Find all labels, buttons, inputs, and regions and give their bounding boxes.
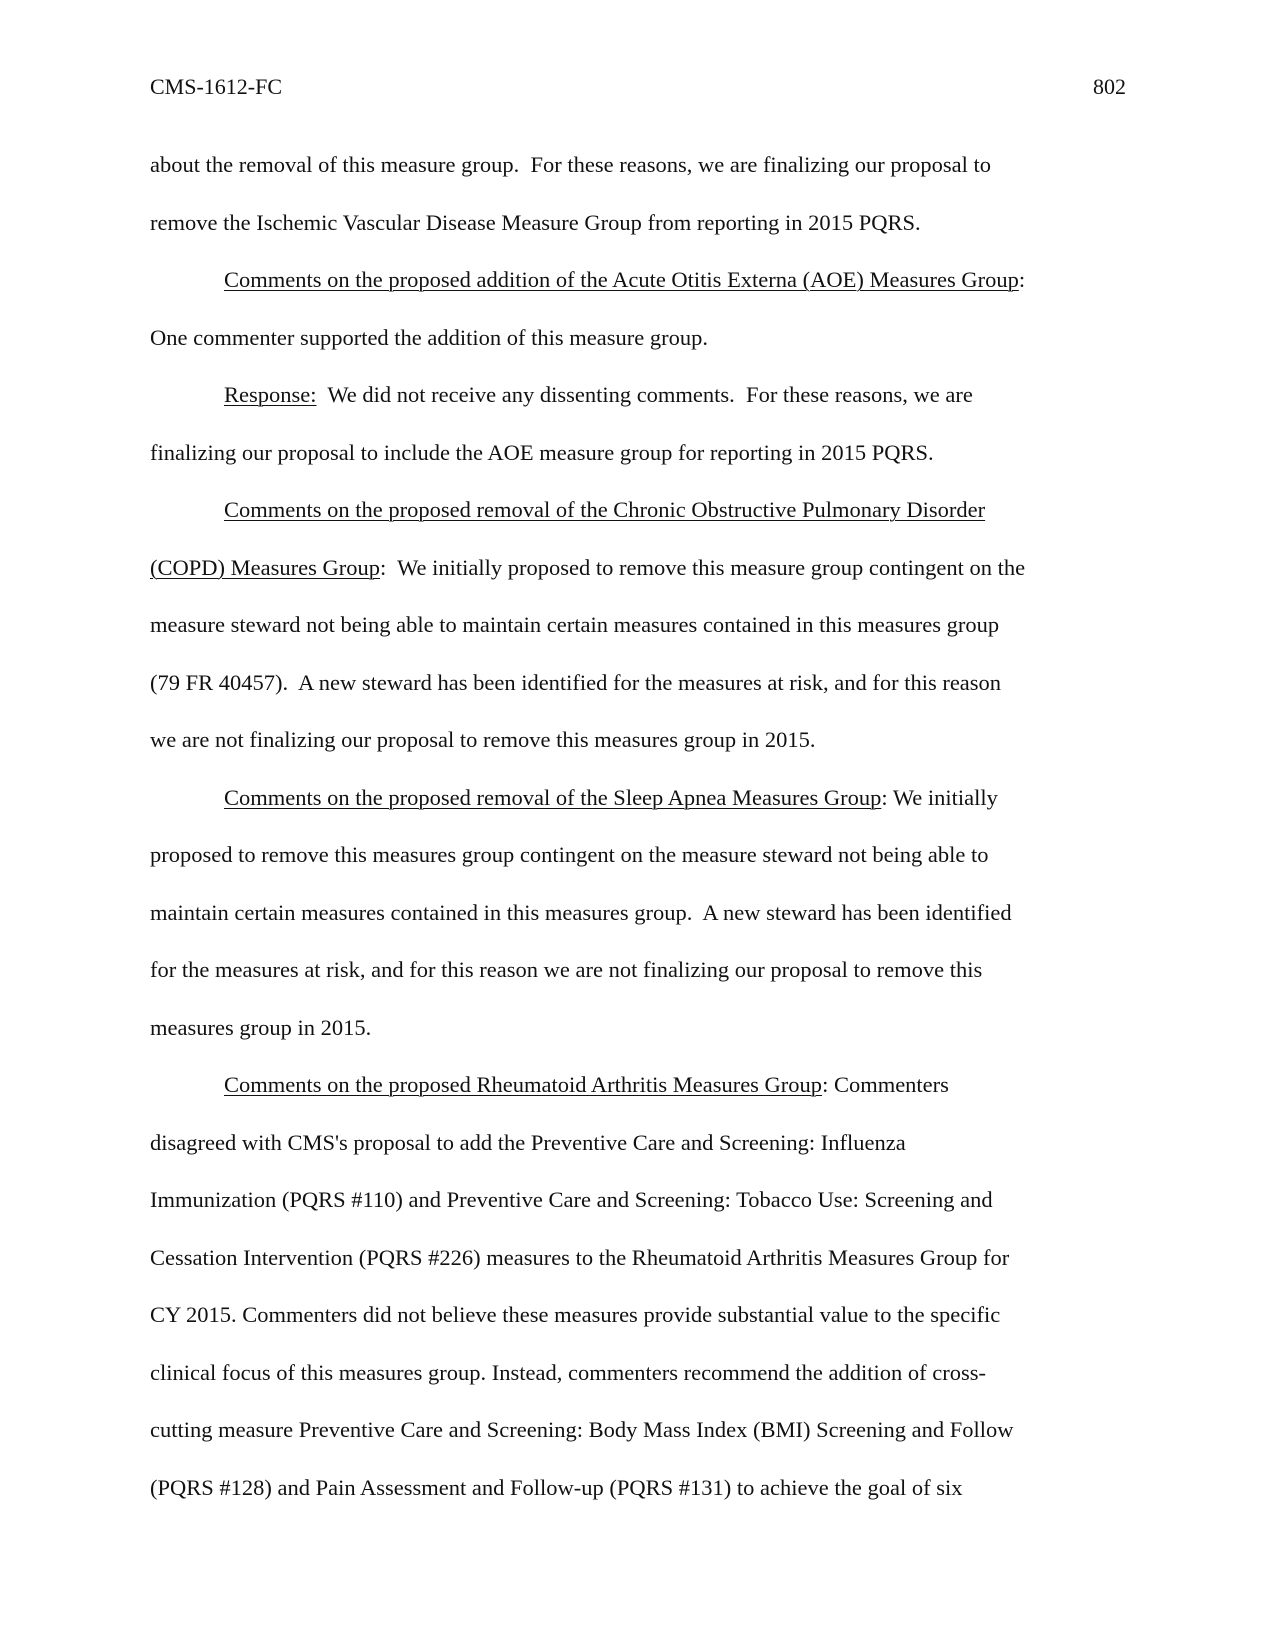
text-line (150, 1229, 1126, 1287)
text-line (150, 1286, 1126, 1344)
text-segment: Immunization (PQRS #110) and Preventive Care and Screening: Tobacco Use: Screening and (150, 1187, 993, 1212)
text-segment: (79 FR 40457). A new steward has been identified for the measures at risk, and for this reason (150, 669, 1002, 695)
text-line (150, 194, 1126, 252)
document-id: CMS-1612-FC (150, 74, 283, 99)
text-segment: : We initially proposed to remove this measure group contingent on the (379, 554, 1026, 580)
text-line (150, 826, 1126, 884)
text-segment: maintain certain measures contained in this measures group. A new steward has been identified (150, 899, 1012, 925)
text-segment: for the measures at risk, and for this reason we are not finalizing our proposal to remove this (150, 957, 983, 982)
comment-topic-heading: Comments on the proposed Rheumatoid Arthritis Measures Group (224, 1072, 823, 1097)
text-line (150, 596, 1126, 654)
text-line (150, 999, 1126, 1057)
text-segment: proposed to remove this measures group contingent on the measure steward not being able to (150, 842, 989, 867)
text-segment: : (1018, 267, 1026, 292)
text-line (150, 1401, 1126, 1459)
text-line (150, 654, 1126, 712)
text-segment: we are not finalizing our proposal to remove this measures group in 2015. (150, 727, 816, 752)
text-segment: One commenter supported the addition of this measure group. (150, 324, 708, 350)
body-text (150, 136, 1126, 1516)
text-segment: measure steward not being able to maintain certain measures contained in this measures group (150, 612, 1000, 637)
comment-topic-heading: Comments on the proposed addition of the Acute Otitis Externa (AOE) Measures Group (224, 267, 1019, 292)
paragraph-heading-line (150, 1056, 1126, 1114)
text-line (150, 884, 1126, 942)
comment-topic-heading: Comments on the proposed removal of the Sleep Apnea Measures Group (224, 784, 882, 810)
paragraph-heading-line (150, 366, 1126, 424)
text-line (150, 941, 1126, 999)
text-line (150, 1459, 1126, 1517)
text-line (150, 711, 1126, 769)
comment-topic-heading: (COPD) Measures Group (150, 554, 380, 580)
comment-topic-heading: Comments on the proposed removal of the Chronic Obstructive Pulmonary Disorder (224, 497, 986, 522)
page-number: 802 (1093, 74, 1126, 99)
text-segment: disagreed with CMS's proposal to add the Preventive Care and Screening: Influenza (150, 1129, 906, 1155)
paragraph-heading-line (150, 481, 1126, 539)
text-line (150, 1114, 1126, 1172)
text-segment: (PQRS #128) and Pain Assessment and Follow-up (PQRS #131) to achieve the goal of six (150, 1474, 963, 1500)
text-segment: cutting measure Preventive Care and Screening: Body Mass Index (BMI) Screening and Follow (150, 1417, 1014, 1442)
text-line (150, 309, 1126, 367)
text-segment: CY 2015. Commenters did not believe these measures provide substantial value to the specific (150, 1302, 1001, 1327)
text-segment: clinical focus of this measures group. Instead, commenters recommend the addition of cross- (150, 1359, 987, 1385)
text-segment: : We initially (881, 784, 998, 810)
text-segment: finalizing our proposal to include the AOE measure group for reporting in 2015 PQRS. (150, 439, 934, 465)
text-segment: remove the Ischemic Vascular Disease Measure Group from reporting in 2015 PQRS. (150, 209, 921, 235)
text-line (150, 1171, 1126, 1229)
text-segment: We did not receive any dissenting comments. For these reasons, we are (316, 382, 973, 407)
paragraph-heading-line (150, 251, 1126, 309)
running-header (150, 72, 1126, 102)
text-segment: Cessation Intervention (PQRS #226) measures to the Rheumatoid Arthritis Measures Group for (150, 1244, 1010, 1270)
text-segment: about the removal of this measure group. For these reasons, we are finalizing our proposal to (150, 152, 992, 177)
paragraph-heading-line (150, 769, 1126, 827)
text-segment: measures group in 2015. (150, 1014, 372, 1040)
text-line (150, 1344, 1126, 1402)
text-line (150, 136, 1126, 194)
text-segment: : Commenters (822, 1072, 949, 1097)
text-line (150, 539, 1126, 597)
response-label: Response: (224, 382, 317, 407)
text-line (150, 424, 1126, 482)
